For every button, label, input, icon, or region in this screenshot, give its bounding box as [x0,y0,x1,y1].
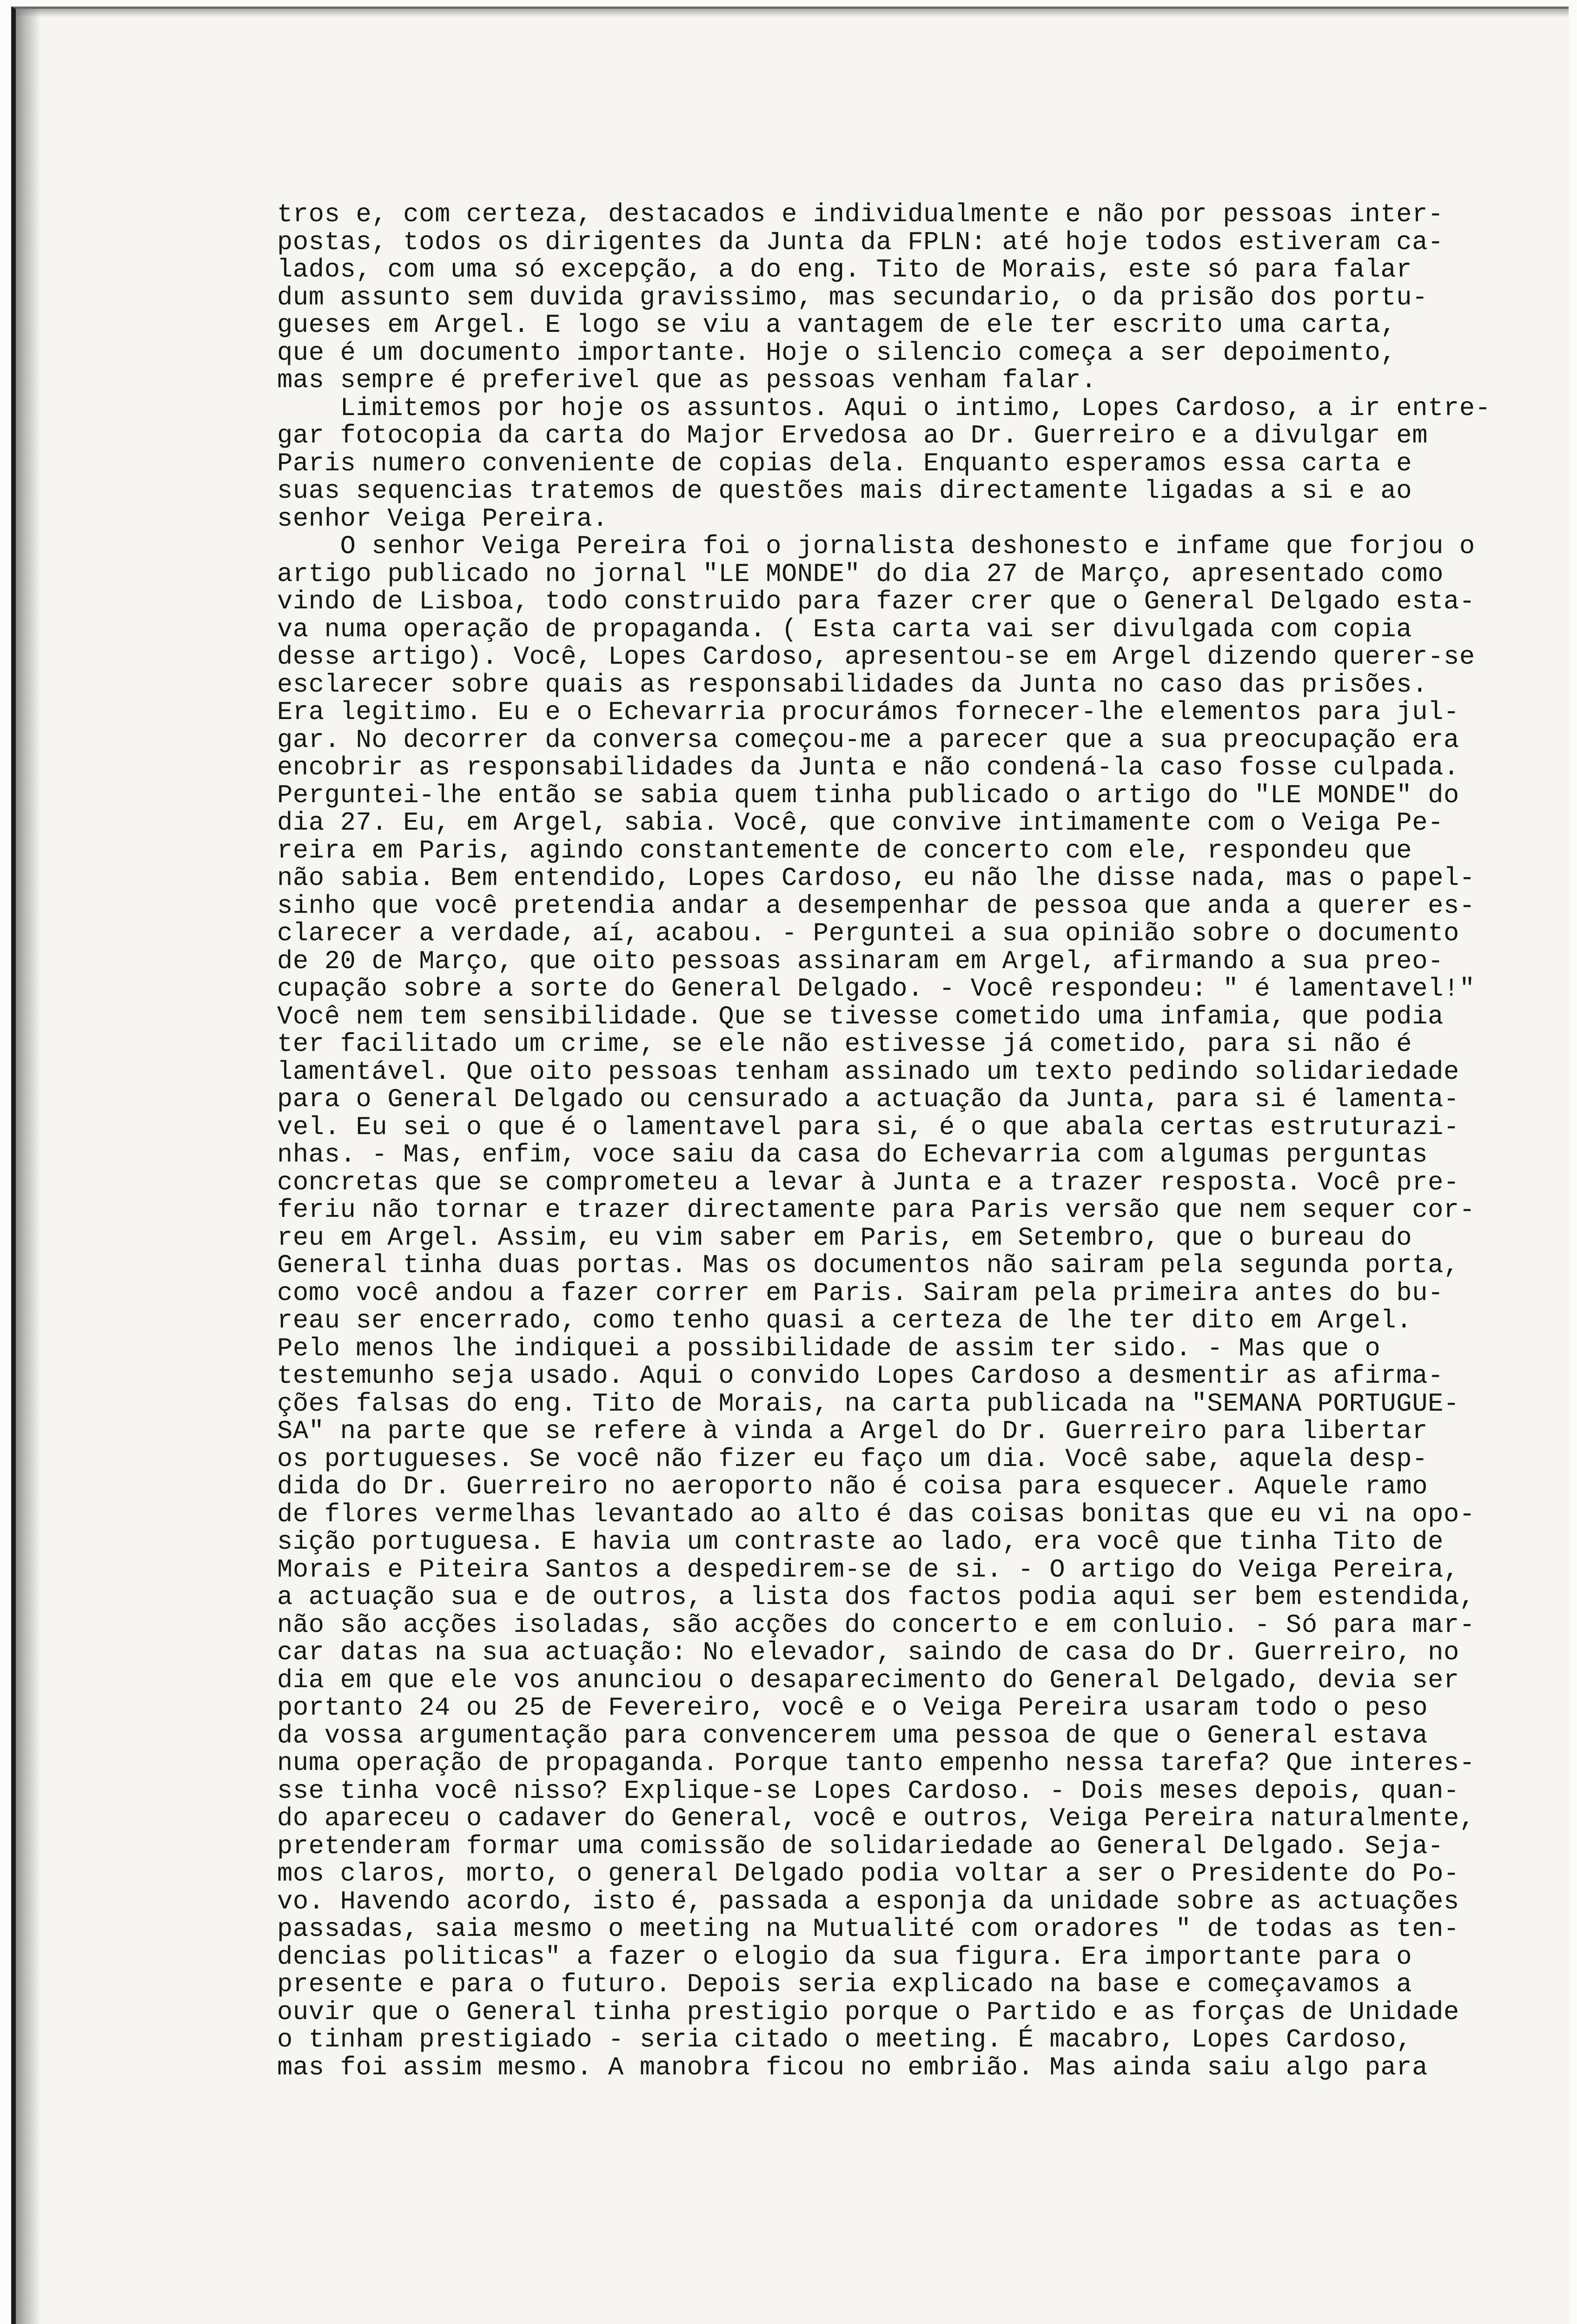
text-line: gueses em Argel. E logo se viu a vantagem de ele ter escrito uma carta, [277,310,1397,340]
text-line: presente e para o futuro. Depois seria explicado na base e começavamos a [277,1970,1412,1999]
text-line: mas foi assim mesmo. A manobra ficou no embrião. Mas ainda saiu algo para [277,2053,1428,2082]
text-line: gar. No decorrer da conversa começou-me a parecer que a sua preocupação era [277,725,1459,755]
text-line: não são acções isoladas, são acções do concerto e em conluio. - Só para mar- [277,1610,1475,1640]
text-line: sição portuguesa. E havia um contraste ao lado, era você que tinha Tito de [277,1527,1444,1557]
text-line: cupação sobre a sorte do General Delgado. - Você respondeu: " é lamentavel!" [277,974,1475,1004]
text-line: ouvir que o General tinha prestigio porque o Partido e as forças de Unidade [277,1997,1459,2027]
text-line: dia em que ele vos anunciou o desaparecimento do General Delgado, devia ser [277,1665,1459,1695]
text-line: esclarecer sobre quais as responsabilidades da Junta no caso das prisões. [277,670,1428,700]
text-line: encobrir as responsabilidades da Junta e não condená-la caso fosse culpada. [277,753,1459,782]
text-line: mos claros, morto, o general Delgado podia voltar a ser o Presidente do Po- [277,1859,1459,1888]
text-line: pretenderam formar uma comissão de solidariedade ao General Delgado. Seja- [277,1831,1444,1861]
text-line: portanto 24 ou 25 de Fevereiro, você e o Veiga Pereira usaram todo o peso [277,1693,1428,1723]
text-line: va numa operação de propaganda. ( Esta carta vai ser divulgada com copia [277,614,1412,644]
text-line: Você nem tem sensibilidade. Que se tivesse cometido uma infamia, que podia [277,1002,1444,1031]
text-line: que é um documento importante. Hoje o silencio começa a ser depoimento, [277,338,1397,368]
text-line: dia 27. Eu, em Argel, sabia. Você, que convive intimamente com o Veiga Pe- [277,808,1444,838]
text-line: mas sempre é preferivel que as pessoas venham falar. [277,366,1097,395]
text-line: concretas que se comprometeu a levar à Junta e a trazer resposta. Você pre- [277,1168,1459,1197]
text-line: dum assunto sem duvida gravissimo, mas secundario, o da prisão dos portu- [277,283,1428,312]
text-line: clarecer a verdade, aí, acabou. - Perguntei a sua opinião sobre o documento [277,919,1459,948]
text-line: reau ser encerrado, como tenho quasi a certeza de lhe ter dito em Argel. [277,1306,1412,1335]
text-line: lados, com uma só excepção, a do eng. Tito de Morais, este só para falar [277,255,1412,284]
text-line: senhor Veiga Pereira. [277,504,609,534]
text-line: nhas. - Mas, enfim, voce saiu da casa do Echevarria com algumas perguntas [277,1140,1428,1169]
text-line: Paris numero conveniente de copias dela. Enquanto esperamos essa carta e [277,449,1412,478]
text-line: da vossa argumentação para convencerem uma pessoa de que o General estava [277,1721,1428,1750]
text-line: Pelo menos lhe indiquei a possibilidade de assim ter sido. - Mas que o [277,1334,1381,1363]
text-line: de 20 de Março, que oito pessoas assinaram em Argel, afirmando a sua preo- [277,946,1444,976]
text-line: vel. Eu sei o que é o lamentavel para si, é o que abala certas estruturazi- [277,1112,1459,1142]
text-line: suas sequencias tratemos de questões mais directamente ligadas a si e ao [277,476,1412,506]
text-line: vindo de Lisboa, todo construido para fazer crer que o General Delgado esta- [277,587,1475,616]
text-line: do apareceu o cadaver do General, você e outros, Veiga Pereira naturalmente, [277,1804,1475,1833]
text-line: Limitemos por hoje os assuntos. Aqui o intimo, Lopes Cardoso, a ir entre- [277,393,1491,423]
text-line: O senhor Veiga Pereira foi o jornalista deshonesto e infame que forjou o [277,532,1475,561]
binding-shadow [16,9,41,2324]
text-line: sse tinha você nisso? Explique-se Lopes Cardoso. - Dois meses depois, quan- [277,1776,1459,1806]
text-line: vo. Havendo acordo, isto é, passada a esponja da unidade sobre as actuações [277,1887,1459,1916]
text-line: ções falsas do eng. Tito de Morais, na carta publicada na "SEMANA PORTUGUE- [277,1389,1459,1419]
text-line: passadas, saia mesmo o meeting na Mutualité com oradores " de todas as ten- [277,1915,1459,1944]
text-line: tros e, com certeza, destacados e individualmente e não por pessoas inter- [277,200,1444,229]
text-line: reira em Paris, agindo constantemente de concerto com ele, respondeu que [277,836,1412,865]
text-line: SA" na parte que se refere à vinda a Argel do Dr. Guerreiro para libertar [277,1417,1428,1446]
text-line: artigo publicado no jornal "LE MONDE" do dia 27 de Março, apresentado como [277,559,1444,589]
typed-letter-body [277,201,1514,2081]
text-line: numa operação de propaganda. Porque tanto empenho nessa tarefa? Que interes- [277,1749,1475,1778]
text-line: os portugueses. Se você não fizer eu faço um dia. Você sabe, aquela desp- [277,1444,1428,1474]
text-line: para o General Delgado ou censurado a actuação da Junta, para si é lamenta- [277,1085,1459,1114]
text-line: postas, todos os dirigentes da Junta da FPLN: até hoje todos estiveram ca- [277,227,1444,257]
top-edge-shadow [16,9,1569,17]
text-line: testemunho seja usado. Aqui o convido Lopes Cardoso a desmentir as afirma- [277,1361,1444,1391]
text-line: feriu não tornar e trazer directamente para Paris versão que nem sequer cor- [277,1195,1475,1225]
text-line: de flores vermelhas levantado ao alto é das coisas bonitas que eu vi na opo- [277,1499,1475,1529]
text-line: ter facilitado um crime, se ele não estivesse já cometido, para si não é [277,1030,1412,1059]
text-line: Era legitimo. Eu e o Echevarria procurámos fornecer-lhe elementos para jul- [277,698,1459,727]
text-line: não sabia. Bem entendido, Lopes Cardoso, eu não lhe disse nada, mas o papel- [277,864,1475,893]
text-line: dida do Dr. Guerreiro no aeroporto não é coisa para esquecer. Aquele ramo [277,1472,1428,1501]
text-line: General tinha duas portas. Mas os documentos não sairam pela segunda porta, [277,1251,1459,1280]
text-line: Perguntei-lhe então se sabia quem tinha publicado o artigo do "LE MONDE" do [277,780,1459,810]
text-line: desse artigo). Você, Lopes Cardoso, apresentou-se em Argel dizendo querer-se [277,642,1475,672]
text-line: car datas na sua actuação: No elevador, saindo de casa do Dr. Guerreiro, no [277,1638,1459,1667]
text-line: reu em Argel. Assim, eu vim saber em Paris, em Setembro, que o bureau do [277,1223,1412,1253]
text-line: lamentável. Que oito pessoas tenham assinado um texto pedindo solidariedade [277,1057,1459,1087]
text-line: Morais e Piteira Santos a despedirem-se de si. - O artigo do Veiga Pereira, [277,1555,1459,1585]
text-line: dencias politicas" a fazer o elogio da sua figura. Era importante para o [277,1942,1412,1972]
text-line: sinho que você pretendia andar a desempenhar de pessoa que anda a querer es- [277,891,1475,921]
text-line: o tinham prestigiado - seria citado o meeting. É macabro, Lopes Cardoso, [277,2025,1412,2054]
text-line: gar fotocopia da carta do Major Ervedosa ao Dr. Guerreiro e a divulgar em [277,421,1428,450]
text-line: a actuação sua e de outros, a lista dos factos podia aqui ser bem estendida, [277,1583,1475,1612]
text-line: como você andou a fazer correr em Paris. Sairam pela primeira antes do bu- [277,1278,1444,1308]
